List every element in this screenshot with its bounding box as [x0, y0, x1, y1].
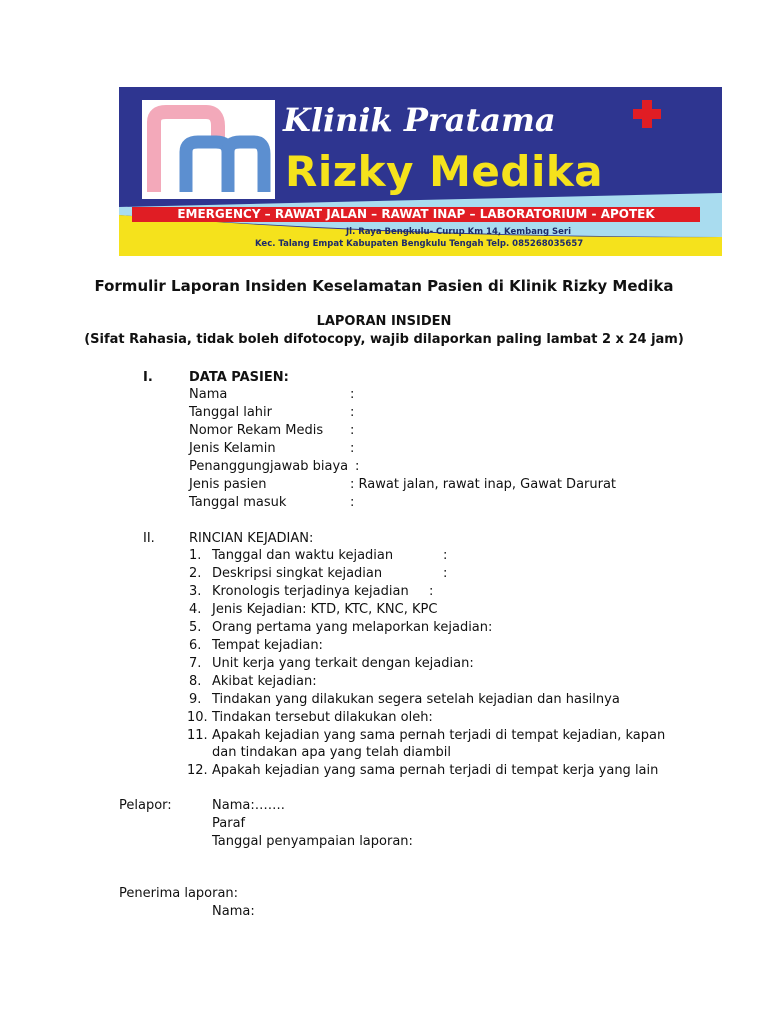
field-value: : [350, 405, 355, 420]
item-number: 12. [187, 763, 208, 778]
field-label: Tanggal lahir [189, 405, 272, 420]
item-text: Tanggal dan waktu kejadian [212, 548, 394, 563]
item-text: Unit kerja yang terkait dengan kejadian: [212, 656, 474, 671]
item-colon: : [443, 548, 448, 563]
item-colon: : [443, 566, 448, 581]
field-value: : [350, 495, 355, 510]
section2-heading: RINCIAN KEJADIAN: [189, 531, 314, 546]
item-text: Apakah kejadian yang sama pernah terjadi di tempat kejadian, kapan [212, 728, 666, 743]
field-value: : [350, 441, 355, 456]
address-line-2: Kec. Talang Empat Kabupaten Bengkulu Tengah Telp. 085268035657 [255, 239, 584, 249]
item-text: Kronologis terjadinya kejadian [212, 584, 409, 599]
item-text-continued: dan tindakan apa yang telah diambil [212, 745, 452, 760]
item-number: 6. [189, 638, 202, 653]
section1-heading: DATA PASIEN: [189, 370, 289, 385]
item-text: Tindakan tersebut dilakukan oleh: [212, 710, 433, 725]
item-text: Orang pertama yang melaporkan kejadian: [212, 620, 493, 635]
item-number: 3. [189, 584, 202, 599]
report-confidential-note: (Sifat Rahasia, tidak boleh difotocopy, wajib dilaporkan paling lambat 2 x 24 jam) [84, 332, 684, 347]
item-number: 1. [189, 548, 202, 563]
section1-numeral: I. [143, 370, 153, 385]
clinic-name-line1: Klinik Pratama [283, 101, 556, 139]
item-number: 8. [189, 674, 202, 689]
field-label: Nama [189, 387, 228, 402]
services-bar: EMERGENCY – RAWAT JALAN – RAWAT INAP – LABORATORIUM - APOTEK [132, 207, 700, 222]
field-value: : Rawat jalan, rawat inap, Gawat Darurat [350, 477, 617, 492]
item-text: Apakah kejadian yang sama pernah terjadi di tempat kerja yang lain [212, 763, 659, 778]
address-line-1: Jl. Raya Bengkulu- Curup Km 14, Kembang Seri [346, 227, 572, 237]
reporter-name: Nama:……. [212, 798, 285, 813]
item-text: Tempat kejadian: [212, 638, 323, 653]
clinic-logo [142, 100, 275, 199]
field-value: : [355, 459, 360, 474]
clinic-banner [119, 87, 722, 256]
receiver-label: Penerima laporan: [119, 886, 239, 901]
document-title: Formulir Laporan Insiden Keselamatan Pasien di Klinik Rizky Medika [94, 277, 674, 295]
item-text: Deskripsi singkat kejadian [212, 566, 383, 581]
item-number: 10. [187, 710, 208, 725]
report-heading: LAPORAN INSIDEN [316, 314, 452, 329]
receiver-name: Nama: [212, 904, 255, 919]
field-label: Jenis Kelamin [189, 441, 276, 456]
item-text: Tindakan yang dilakukan segera setelah kejadian dan hasilnya [212, 692, 620, 707]
item-number: 9. [189, 692, 202, 707]
item-colon: : [429, 584, 434, 599]
field-label: Penanggungjawab biaya [189, 459, 349, 474]
reporter-date: Tanggal penyampaian laporan: [212, 834, 413, 849]
item-number: 4. [189, 602, 202, 617]
field-label: Nomor Rekam Medis [189, 423, 324, 438]
reporter-signature: Paraf [212, 816, 246, 831]
item-number: 2. [189, 566, 202, 581]
field-label: Jenis pasien [189, 477, 267, 492]
clinic-name-line2: Rizky Medika [285, 147, 604, 196]
item-number: 11. [187, 728, 208, 743]
section2-numeral: II. [143, 531, 155, 546]
item-number: 5. [189, 620, 202, 635]
field-value: : [350, 387, 355, 402]
item-number: 7. [189, 656, 202, 671]
item-text: Akibat kejadian: [212, 674, 317, 689]
item-text: Jenis Kejadian: KTD, KTC, KNC, KPC [212, 602, 438, 617]
field-value: : [350, 423, 355, 438]
field-label: Tanggal masuk [189, 495, 287, 510]
reporter-label: Pelapor: [119, 798, 172, 813]
